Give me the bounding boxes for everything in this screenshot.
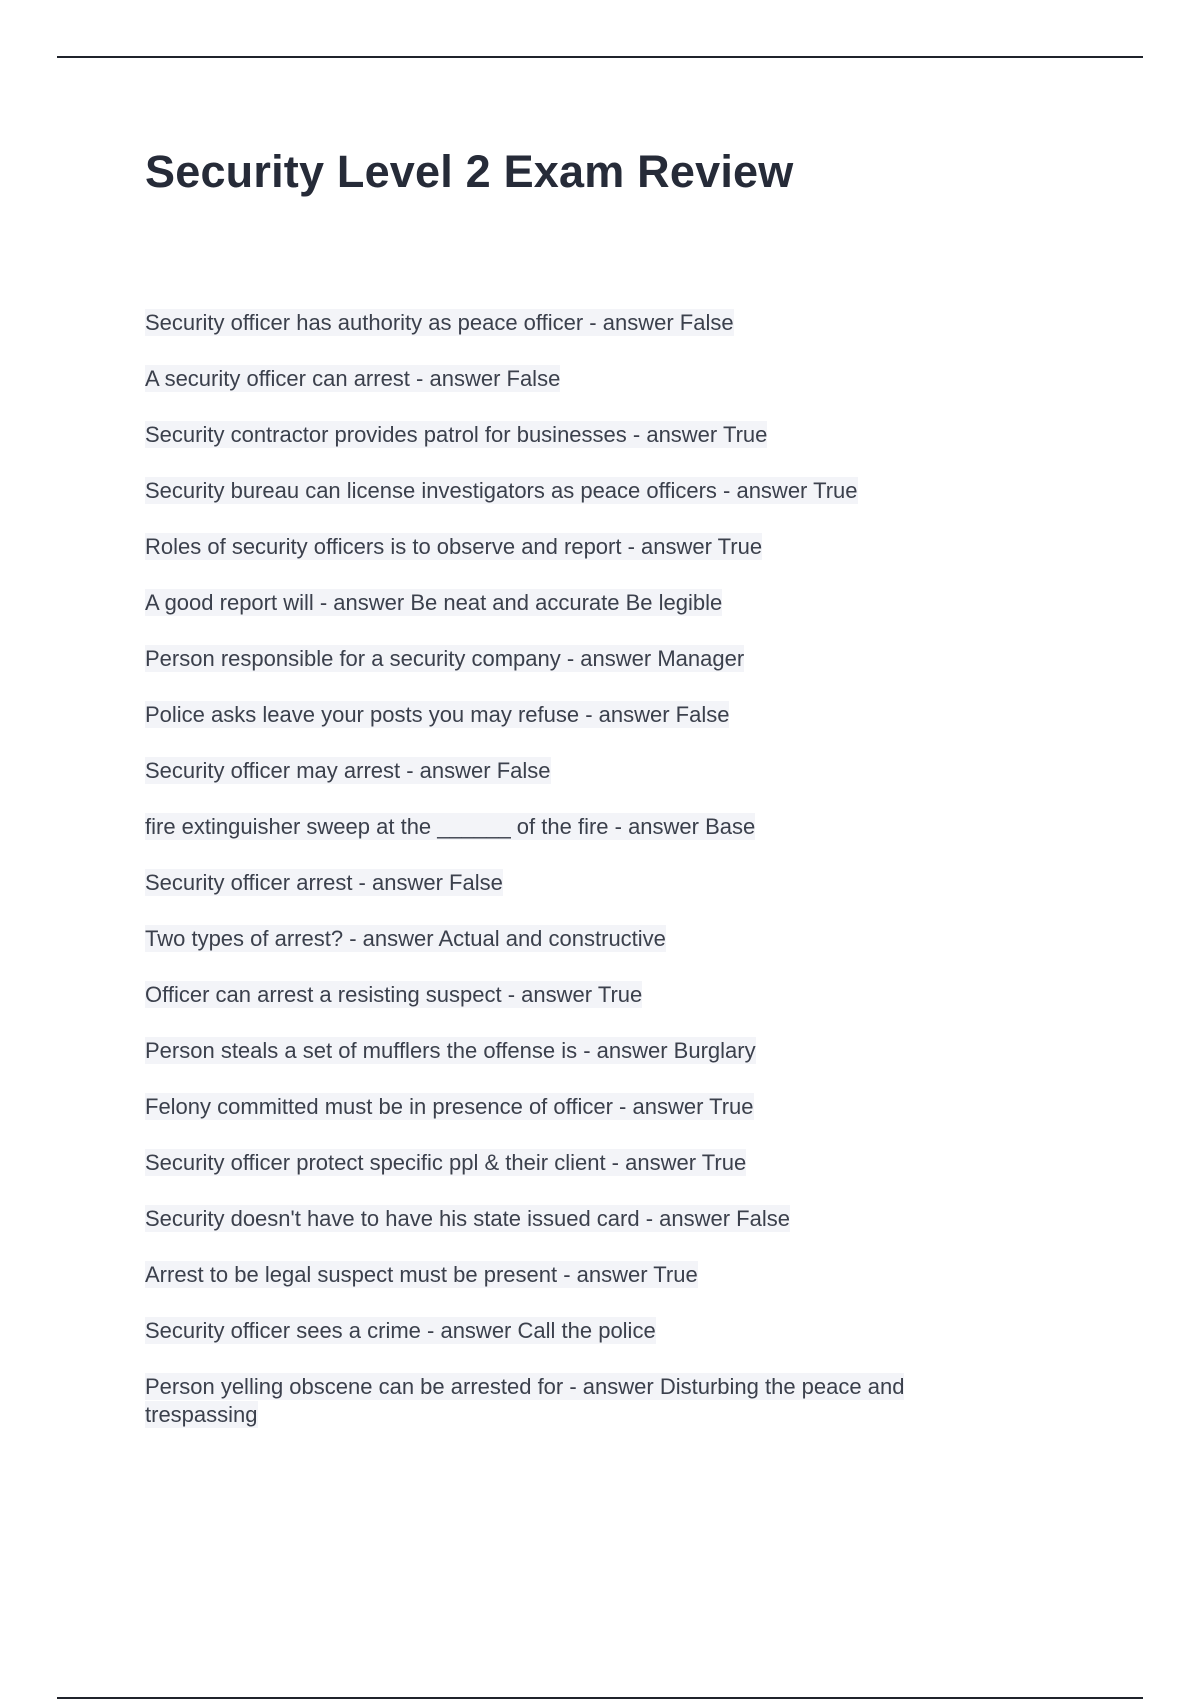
list-item (145, 1205, 1005, 1233)
qa-text: Security officer has authority as peace officer - answer False (145, 310, 734, 335)
qa-text: Security doesn't have to have his state issued card - answer False (145, 1206, 790, 1231)
list-item (145, 1261, 1005, 1289)
qa-text: Roles of security officers is to observe and report - answer True (145, 534, 763, 559)
qa-text: Security bureau can license investigators as peace officers - answer True (145, 478, 858, 503)
list-item (145, 533, 1005, 561)
list-item (145, 925, 1005, 953)
list-item (145, 421, 1005, 449)
qa-text: A good report will - answer Be neat and accurate Be legible (145, 590, 723, 615)
qa-list (145, 309, 1005, 1457)
qa-text: Officer can arrest a resisting suspect - answer True (145, 982, 643, 1007)
list-item (145, 1317, 1005, 1345)
qa-text: Person yelling obscene can be arrested for - answer Disturbing the peace and trespassing (145, 1374, 905, 1427)
list-item (145, 757, 1005, 785)
list-item (145, 1093, 1005, 1121)
list-item (145, 645, 1005, 673)
list-item (145, 981, 1005, 1009)
qa-text: fire extinguisher sweep at the ______ of the fire - answer Base (145, 814, 756, 839)
qa-text: Security officer arrest - answer False (145, 870, 503, 895)
list-item (145, 589, 1005, 617)
qa-text: Security officer sees a crime - answer Call the police (145, 1318, 656, 1343)
list-item (145, 1037, 1005, 1065)
page-title: Security Level 2 Exam Review (145, 146, 794, 197)
list-item (145, 365, 1005, 393)
qa-text: Two types of arrest? - answer Actual and constructive (145, 926, 666, 951)
qa-text: Felony committed must be in presence of officer - answer True (145, 1094, 754, 1119)
bottom-rule (57, 1697, 1143, 1699)
list-item (145, 477, 1005, 505)
top-rule (57, 56, 1143, 58)
list-item (145, 309, 1005, 337)
qa-text: Arrest to be legal suspect must be present - answer True (145, 1262, 698, 1287)
list-item (145, 813, 1005, 841)
list-item (145, 869, 1005, 897)
list-item (145, 1149, 1005, 1177)
qa-text: A security officer can arrest - answer False (145, 366, 561, 391)
list-item (145, 1373, 1005, 1429)
qa-text: Security officer protect specific ppl & their client - answer True (145, 1150, 747, 1175)
qa-text: Person steals a set of mufflers the offense is - answer Burglary (145, 1038, 756, 1063)
qa-text: Security officer may arrest - answer False (145, 758, 551, 783)
list-item (145, 701, 1005, 729)
qa-text: Person responsible for a security company - answer Manager (145, 646, 745, 671)
qa-text: Police asks leave your posts you may refuse - answer False (145, 702, 730, 727)
qa-text: Security contractor provides patrol for businesses - answer True (145, 422, 768, 447)
